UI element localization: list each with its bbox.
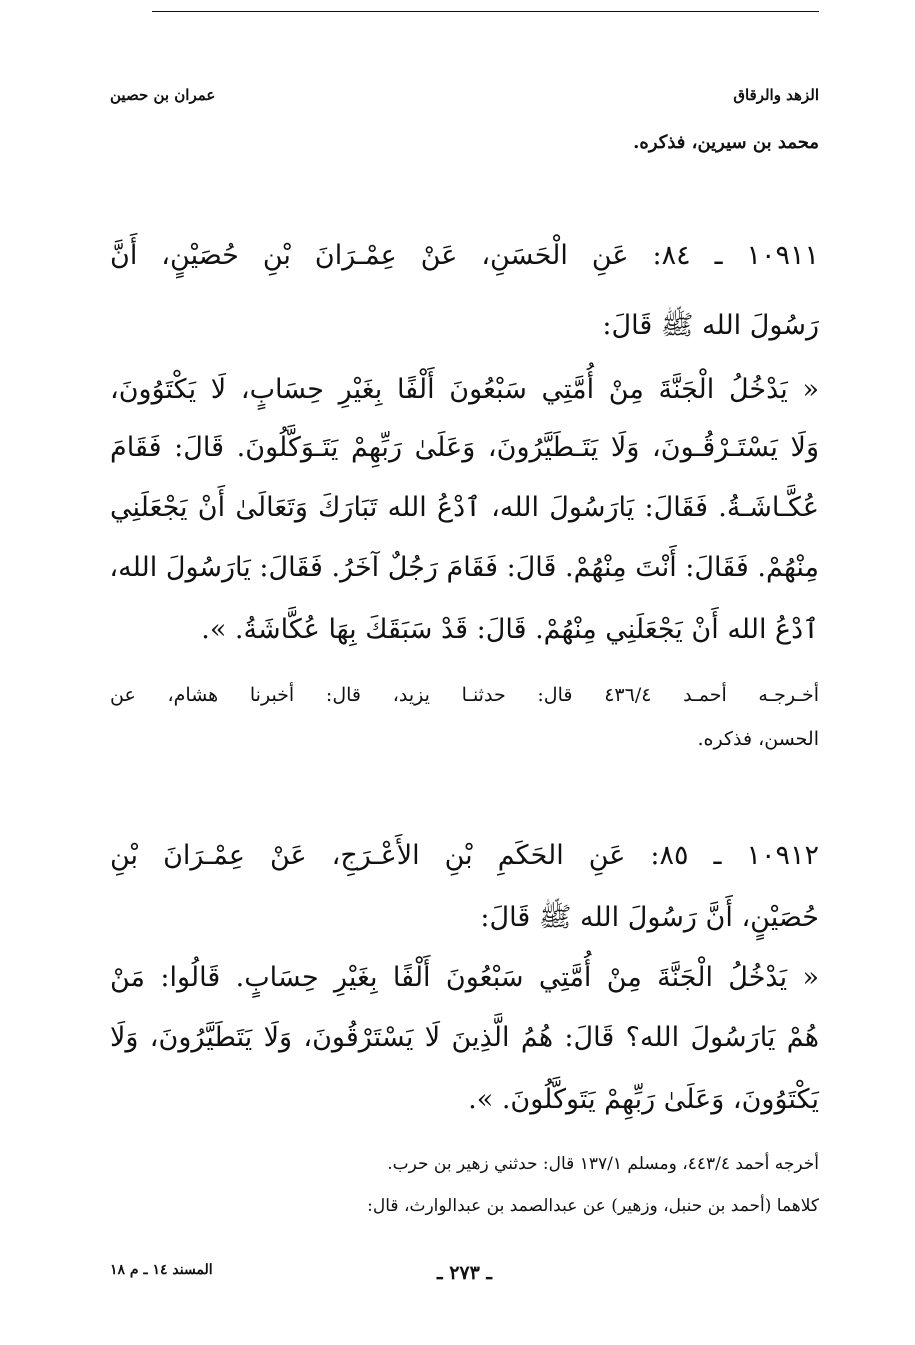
hadith-85-line-2: حُصَيْنٍ، أَنَّ رَسُولَ الله ﷺ قَالَ: xyxy=(480,902,819,933)
running-header xyxy=(110,86,819,112)
takhrij-85-line-2: كلاهما (أحمد بن حنبل، وزهير) عن عبدالصمد بن عبدالوارث، قال: xyxy=(367,1196,819,1216)
volume-signature: المسند ١٤ ـ م ١٨ xyxy=(110,1262,213,1278)
hadith-84-line-3: « يَدْخُلُ الْجَنَّةَ مِنْ أُمَّتِي سَبْعُونَ أَلْفًا بِغَيْرِ حِسَابٍ، لَا يَكْتَوُونَ، xyxy=(110,374,819,405)
hadith-85-line-4: هُمْ يَارَسُولَ الله؟ قَالَ: هُمُ الَّذِينَ لَا يَسْتَرْقُونَ، وَلَا يَتَطَيَّرُونَ، وَلَا xyxy=(110,1022,819,1053)
header-section-title: عمران بن حصين xyxy=(110,86,216,104)
takhrij-84-line-1: أخـرجـه أحمـد ٤٣٦/٤ قال: حدثنـا يزيد، قال: أخبرنا هشام، عن xyxy=(110,684,820,706)
page-footer xyxy=(110,1262,819,1288)
intro-line: محمد بن سيرين، فذكره. xyxy=(633,132,819,153)
header-rule xyxy=(152,11,819,12)
hadith-85-line-1: ١٠٩١٢ ـ ٨٥: عَنِ الحَكَمِ بْنِ الأَعْـرَجِ، عَنْ عِمْـرَانَ بْنِ xyxy=(110,840,820,871)
hadith-85-line-5: يَكْتَوُونَ، وَعَلَىٰ رَبِّهِمْ يَتَوكَّلُونَ. ». xyxy=(468,1084,819,1115)
takhrij-84-line-2: الحسن، فذكره. xyxy=(697,728,819,750)
hadith-85-line-3: « يَدْخُلُ الْجَنَّةَ مِنْ أُمَّتِي سَبْعُونَ أَلْفًا بِغَيْرِ حِسَابٍ. قَالُوا: مَنْ xyxy=(110,962,819,993)
hadith-84-line-7: ٱدْعُ الله أَنْ يَجْعَلَنِي مِنْهُمْ. قَالَ: قَدْ سَبَقَكَ بِهَا عُكَّاشَةُ. ». xyxy=(201,614,819,645)
hadith-84-line-6: مِنْهُمْ. فَقَالَ: أَنْتَ مِنْهُمْ. قَالَ: فَقَامَ رَجُلٌ آخَرُ. فَقَالَ: يَارَسُولَ الله، xyxy=(109,552,819,583)
takhrij-85-line-1: أخرجه أحمد ٤٤٣/٤، ومسلم ١٣٧/١ قال: حدثني زهير بن حرب. xyxy=(387,1154,819,1174)
hadith-84-line-1: ١٠٩١١ ـ ٨٤: عَنِ الْحَسَنِ، عَنْ عِمْـرَانَ بْنِ حُصَيْنٍ، أَنَّ xyxy=(110,240,819,271)
header-chapter-title: الزهد والرقاق xyxy=(733,86,819,104)
hadith-84-line-4: وَلَا يَسْتَـرْقُـونَ، وَلَا يَتَـطَيَّرُونَ، وَعَلَىٰ رَبِّهِمْ يَتَـوَكَّلُونَ. قَالَ: فَقَامَ xyxy=(110,432,819,463)
hadith-84-line-5: عُكَّـاشَـةُ. فَقَالَ: يَارَسُولَ الله، ٱدْعُ الله تَبَارَكَ وَتَعَالَىٰ أَنْ يَجْعَلَنِي xyxy=(110,492,819,523)
hadith-84-line-2: رَسُولَ الله ﷺ قَالَ: xyxy=(602,310,819,341)
page-number: ـ ٢٧٣ ـ xyxy=(437,1262,492,1284)
